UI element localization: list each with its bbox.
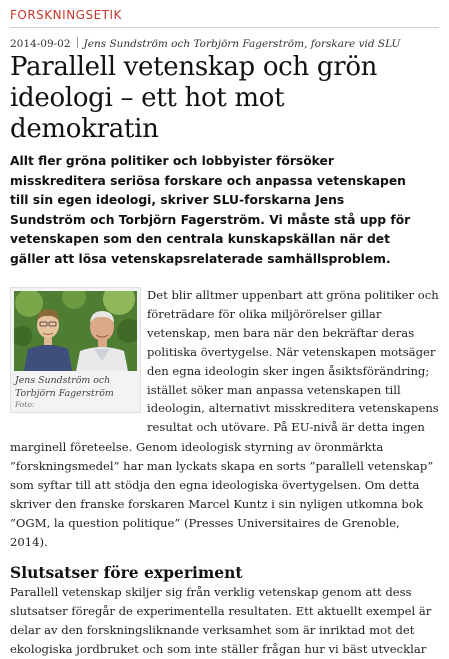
- body-line: den egna ideologin sker ingen åsiktsförändring;: [147, 363, 430, 378]
- body-line: delar av den forskningsliknande verksamhet som är inriktad mot det: [10, 622, 415, 637]
- body-paragraph-continued: [10, 438, 443, 551]
- meta-divider: [77, 37, 78, 48]
- author-photo-figure: [10, 287, 141, 413]
- body-paragraph-wrapped: [147, 286, 443, 437]
- body-line: som syftar till att stödja den egna ideologiska övertygelsen. Om detta: [10, 477, 420, 492]
- body-line: ”OGM, la question politique” (Presses Universitaires de Grenoble,: [10, 515, 400, 530]
- publish-date: 2014-09-02: [10, 38, 71, 50]
- caption-line: Jens Sundström och: [15, 375, 111, 386]
- page-title: [10, 52, 442, 145]
- section-label[interactable]: FORSKNINGSETIK: [10, 8, 122, 22]
- body-paragraph-2: [10, 583, 443, 659]
- lead-line: Sundström och Torbjörn Fagerström. Vi måste stå upp för: [10, 212, 411, 227]
- body-line: slutsatser föregår de experimentella resultaten. Ett aktuellt exempel är: [10, 603, 432, 618]
- body-line: istället söker man anpassa vetenskapen till: [147, 382, 401, 397]
- body-line: företrädare för olika miljörörelser gillar: [147, 306, 382, 321]
- headline-line: Parallell vetenskap och grön: [10, 52, 378, 82]
- lead-line: vetenskapen som den centrala kunskapskällan när det: [10, 232, 391, 247]
- lead-line: Allt fler gröna politiker och lobbyister försöker: [10, 154, 334, 168]
- body-line: Parallell vetenskap skiljer sig från verklig vetenskap genom att dess: [10, 585, 412, 599]
- article-meta: [10, 37, 439, 50]
- author-photo[interactable]: [14, 291, 137, 371]
- body-line: vetenskap, men bara när den bekräftar deras: [147, 325, 415, 340]
- body-line: 2014).: [10, 534, 48, 549]
- caption-line: Torbjörn Fagerström: [15, 388, 114, 399]
- headline-line: demokratin: [10, 114, 159, 144]
- photo-caption: [15, 374, 139, 400]
- lead-line: till sin egen ideologi, skriver SLU-forskarna Jens: [10, 193, 345, 208]
- section-subheading: Slutsatser före experiment: [10, 563, 243, 582]
- photo-credit: Foto:: [15, 400, 35, 409]
- lead-line: misskreditera seriösa forskare och anpassa vetenskapen: [10, 173, 406, 188]
- lead-paragraph: [10, 152, 442, 270]
- byline: Jens Sundström och Torbjörn Fagerström, forskare vid SLU: [83, 38, 401, 50]
- section-header: [10, 6, 439, 28]
- lead-line: gäller att lösa vetenskapsrelaterade samhällsproblem.: [10, 251, 391, 266]
- body-line: resultat och utövare. På EU-nivå är detta ingen: [147, 420, 425, 435]
- headline-line: ideologi – ett hot mot: [10, 83, 285, 113]
- body-line: marginell företeelse. Genom ideologisk styrning av öronmärkta: [10, 440, 384, 454]
- body-line: skriver den franske forskaren Marcel Kuntz i sin nyligen utkomna bok: [10, 496, 423, 511]
- body-line: ”forskningsmedel” har man lyckats skapa en sorts ”parallell vetenskap”: [10, 458, 434, 473]
- body-line: Det blir alltmer uppenbart att gröna politiker och: [147, 288, 439, 302]
- body-line: ekologiska jordbruket och som inte ställer frågan hur vi bäst utvecklar: [10, 641, 427, 656]
- body-line: ideologin, alternativt misskreditera vetenskapens: [147, 401, 439, 416]
- body-line: politiska övertygelse. När vetenskapen motsäger: [147, 344, 436, 359]
